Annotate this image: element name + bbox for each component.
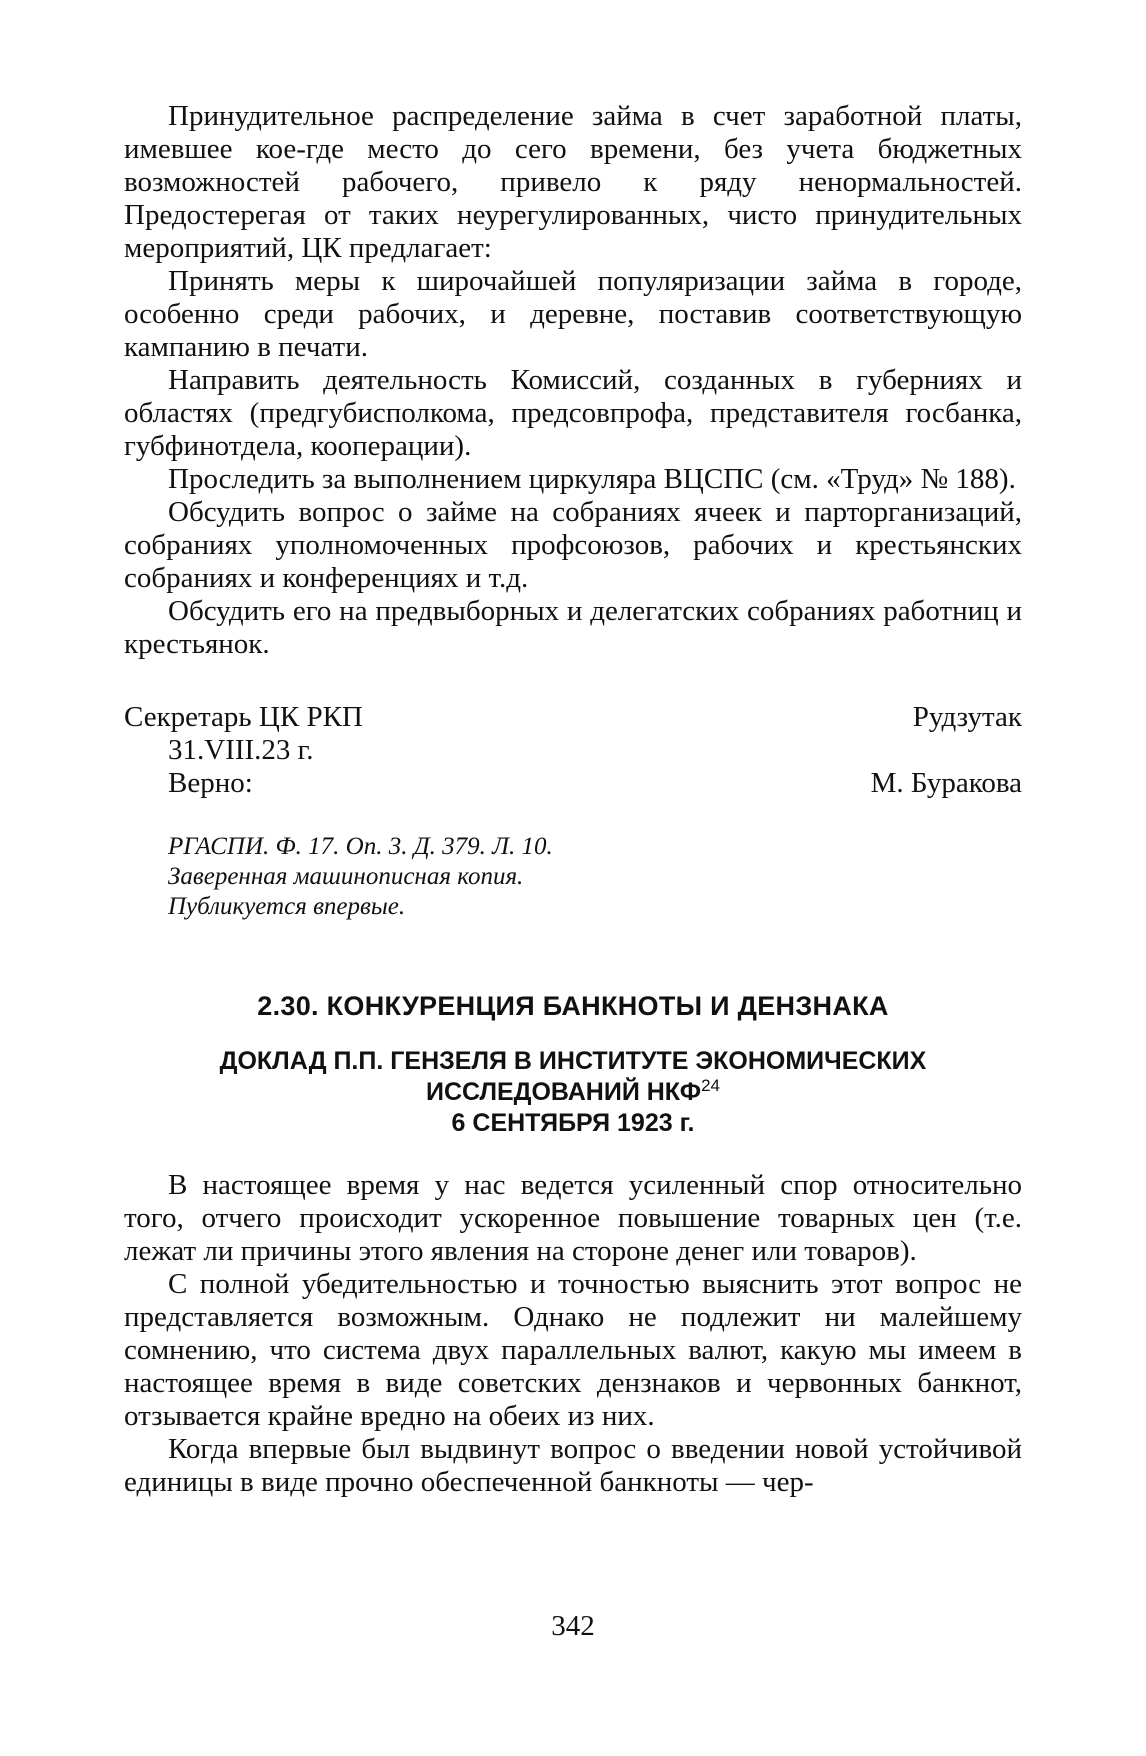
source-note [124,832,1022,922]
bottom-text-block [124,1169,1022,1499]
paragraph: С полной убедительностью и точностью выяснить этот вопрос не представляется возможным. Однако не подлежит ни малейшему сомнению, что система двух параллельных валют, какую мы имеем в настоящее время в виде советских дензнаков и червонных банкнот, отзывается крайне вредно на обеих из них. [124,1268,1022,1432]
paragraph: Обсудить вопрос о займе на собраниях ячеек и парторганизаций, собраниях уполномоченных профсоюзов, рабочих и крестьянских собраниях и конференциях и т.д. [124,496,1022,594]
document-heading-line-1: ДОКЛАД П.П. ГЕНЗЕЛЯ В ИНСТИТУТЕ ЭКОНОМИЧЕСКИХ [219,1047,927,1075]
paragraph: Направить деятельность Комиссий, созданных в губерниях и областях (предгубисполкома, предсовпрофа, представителя госбанка, губфинотдела, кооперации). [124,364,1022,462]
copy-note: Заверенная машинописная копия. [168,863,524,890]
document-date: 6 СЕНТЯБРЯ 1923 г. [451,1109,695,1137]
paragraph: Принять меры к широчайшей популяризации займа в городе, особенно среди рабочих, и деревне, поставив соответствующую кампанию в печати. [124,265,1022,363]
signatory-position: Секретарь ЦК РКП [124,701,363,733]
section-heading: 2.30. КОНКУРЕНЦИЯ БАНКНОТЫ И ДЕНЗНАКА [257,991,889,1021]
paragraph: В настоящее время у нас ведется усиленный спор относительно того, отчего происходит ускоренное повышение товарных цен (т.е. лежат ли причины этого явления на стороне денег или товаров). [124,1169,1022,1267]
page-number: 342 [551,1610,595,1642]
verified-name: М. Буракова [870,767,1022,799]
footnote-marker[interactable]: 24 [701,1076,720,1095]
paragraph: Принудительное распределение займа в счет заработной платы, имевшее кое-где место до сего времени, без учета бюджетных возможностей рабочего, привело к ряду ненормальностей. Предостерегая от таких неурегулированных, чисто принудительных мероприятий, ЦК предлагает: [124,100,1022,264]
published-note: Публикуется впервые. [168,893,406,920]
verified-label: Верно: [168,767,253,799]
paragraph: Когда впервые был выдвинут вопрос о введении новой устойчивой единицы в виде прочно обеспеченной банкноты — чер- [124,1433,1022,1498]
signatory-name: Рудзутак [912,701,1022,733]
signature-date-row [124,734,1022,767]
archive-reference: РГАСПИ. Ф. 17. Оп. 3. Д. 379. Л. 10. [168,833,553,860]
paragraph: Обсудить его на предвыборных и делегатских собраниях работниц и крестьянок. [124,595,1022,660]
signature-date: 31.VIII.23 г. [168,734,314,766]
page-content [124,100,1022,1499]
document-heading-line-2-text: ИССЛЕДОВАНИЙ НКФ [426,1078,702,1106]
signature-block [124,701,1022,800]
verification-row [124,767,1022,800]
paragraph: Проследить за выполнением циркуляра ВЦСПС (см. «Труд» № 188). [168,463,1016,495]
document-heading [124,1046,1022,1139]
document-heading-line-2 [124,1077,1022,1108]
top-text-block [124,100,1022,661]
signature-row [124,701,1022,734]
